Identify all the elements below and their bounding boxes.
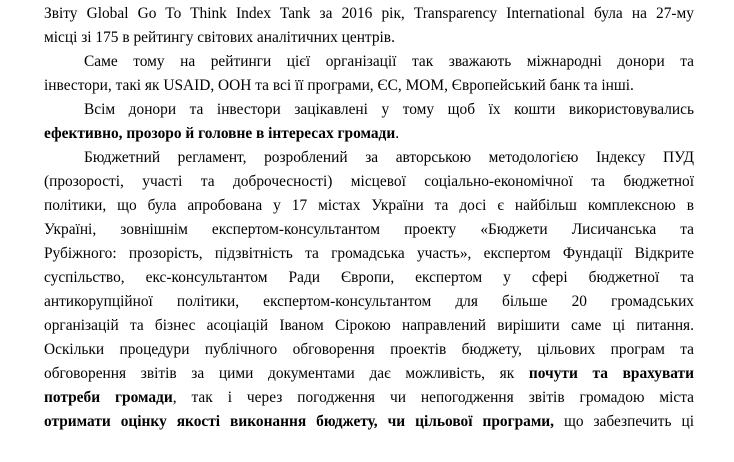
text-segment: . xyxy=(395,125,400,142)
text-segment: що забезпечить ці xyxy=(554,413,694,430)
text-line xyxy=(44,122,694,146)
text-segment: , так і через погодження чи непогодження звітів громадою міста xyxy=(172,389,694,406)
text-segment: Саме тому на рейтинги цієї організації так зважають міжнародні донори та xyxy=(84,53,694,70)
text-segment: обговорення звітів за цими документами дає можливість, як xyxy=(44,365,529,382)
text-line xyxy=(44,170,694,194)
bold-text: отримати оцінку якості виконання бюджету, чи цільової програми, xyxy=(44,413,555,430)
text-segment: (прозорості, участі та доброчесності) місцевої соціально-економічної та бюджетної xyxy=(44,173,694,190)
text-line xyxy=(44,290,694,314)
bold-text: ефективно, прозоро й головне в інтересах громади xyxy=(44,125,396,142)
text-segment: інвестори, такі як USAID, ООН та всі її програми, ЄС, МОМ, Європейський банк та інші. xyxy=(44,77,634,94)
text-line xyxy=(44,362,694,386)
text-segment: Звіту Global Go To Think Index Tank за 2016 рік, Transparency International була на 27-му xyxy=(44,5,694,22)
text-segment: Всім донори та інвестори зацікавлені у тому щоб їх кошти використовувались xyxy=(84,101,694,118)
text-segment: політики, що була апробована у 17 містах України та досі є найбільш комплексною в xyxy=(44,197,694,214)
text-line xyxy=(44,50,694,74)
text-segment: суспільство, екс-консультантом Ради Європи, експертом у сфері бюджетної та xyxy=(44,269,694,286)
text-line xyxy=(44,386,694,410)
text-segment: місці зі 175 в рейтингу світових аналітичних центрів. xyxy=(44,29,395,46)
text-line xyxy=(44,338,694,362)
text-line xyxy=(44,98,694,122)
text-segment: організацій та бізнес асоціацій Іваном Сірокою направлений вирішити саме ці питання. xyxy=(44,317,694,334)
text-line xyxy=(44,74,694,98)
text-segment: Україні, зовнішнім експертом-консультантом проекту «Бюджети Лисичанська та xyxy=(44,221,694,238)
text-line xyxy=(44,218,694,242)
text-segment: Бюджетний регламент, розроблений за авторською методологією Індексу ПУД xyxy=(84,149,694,166)
document-page xyxy=(44,2,694,434)
text-segment: Оскільки процедури публічного обговорення проектів бюджету, цільових програм та xyxy=(44,341,694,358)
text-line xyxy=(44,266,694,290)
text-segment: Рубіжного: прозорість, підзвітність та громадська участь», експертом Фундації Відкрите xyxy=(44,245,694,262)
text-line xyxy=(44,242,694,266)
text-segment: антикорупційної політики, експертом-консультантом для більше 20 громадських xyxy=(44,293,694,310)
bold-text: потреби громади xyxy=(44,389,173,406)
text-line xyxy=(44,194,694,218)
text-line xyxy=(44,146,694,170)
text-line xyxy=(44,314,694,338)
bold-text: почути та врахувати xyxy=(528,365,694,382)
text-line xyxy=(44,2,694,26)
text-line xyxy=(44,26,694,50)
document-body xyxy=(44,2,694,434)
text-line xyxy=(44,410,694,434)
